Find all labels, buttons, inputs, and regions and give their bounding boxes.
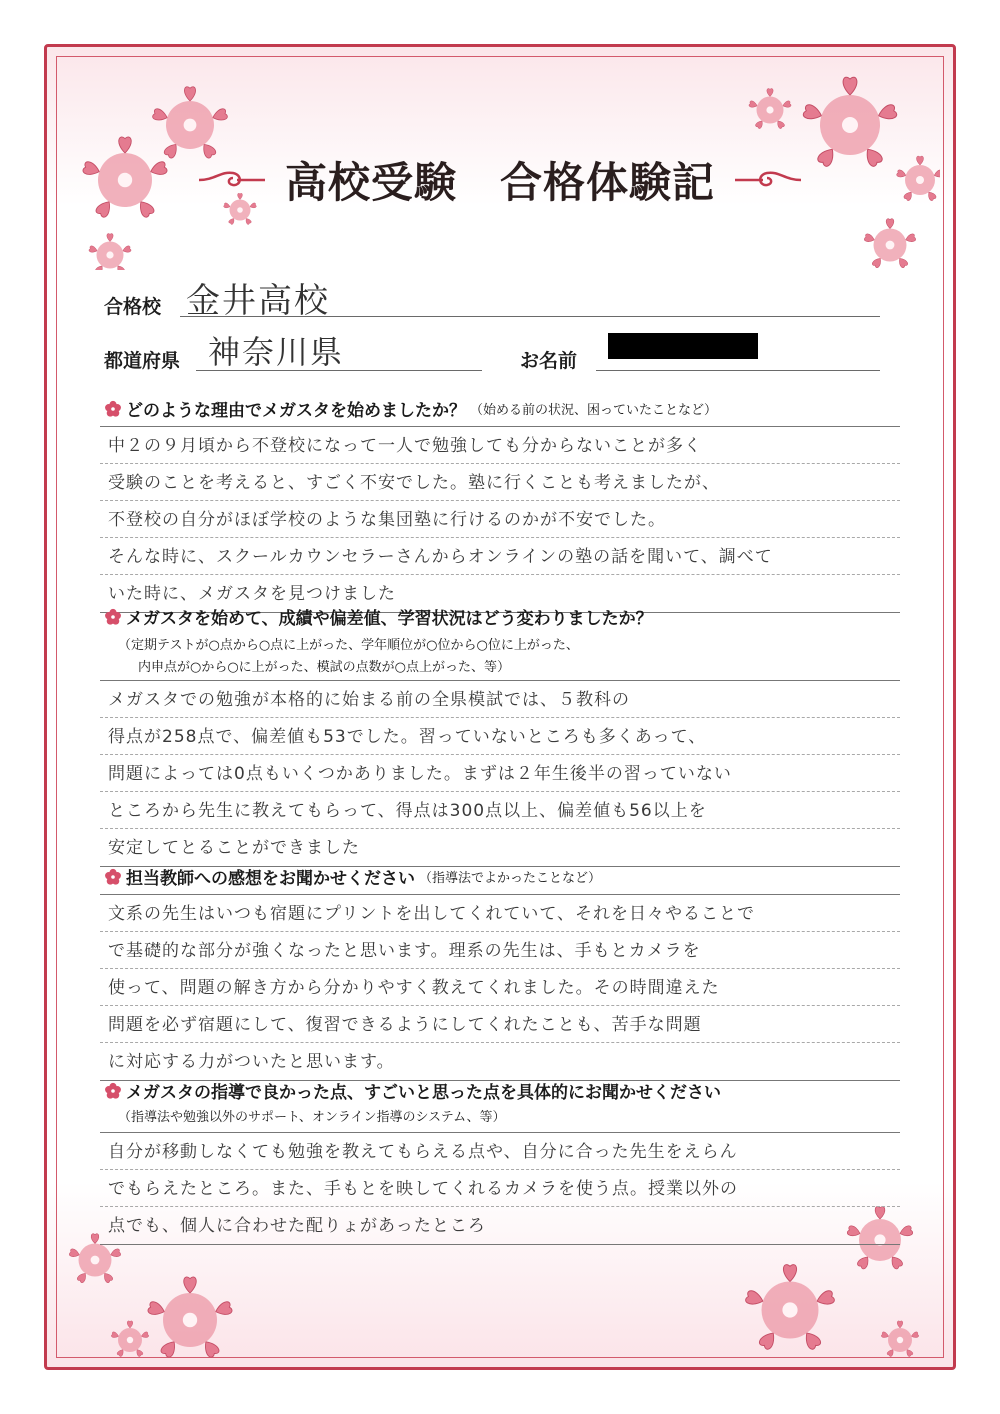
- answer-line: 文系の先生はいつも宿題にプリントを出してくれていて、それを日々やることで: [100, 895, 900, 932]
- school-label: 合格校: [104, 296, 162, 318]
- ornament-right-icon: [733, 168, 803, 192]
- answer-4: [100, 1132, 900, 1245]
- sakura-bullet-icon: [104, 1082, 122, 1100]
- answer-1: [100, 426, 900, 613]
- answer-line: 中２の９月頃から不登校になって一人で勉強しても分からないことが多く: [100, 427, 900, 464]
- school-underline: [180, 316, 880, 317]
- answer-3: [100, 894, 900, 1081]
- answer-line: 問題によっては0点もいくつかありました。まずは２年生後半の習っていない: [100, 755, 900, 792]
- sakura-bullet-icon: [104, 400, 122, 418]
- title-row: [180, 150, 820, 210]
- question-4-note: （指導法や勉強以外のサポート、オンライン指導のシステム、等）: [118, 1110, 506, 1125]
- question-2-note: （定期テストが○点から○点に上がった、学年順位が○位から○位に上がった、: [118, 638, 579, 653]
- answer-line: でもらえたところ。また、手もとを映してくれるカメラを使う点。授業以外の: [100, 1170, 900, 1207]
- school-value: 金井高校: [186, 281, 330, 321]
- question-3-note: （指導法でよかったことなど）: [419, 871, 602, 886]
- answer-line: メガスタでの勉強が本格的に始まる前の全県模試では、５教科の: [100, 681, 900, 718]
- page-title: 高校受験 合格体験記: [284, 158, 715, 207]
- answer-line: ところから先生に教えてもらって、得点は300点以上、偏差値も56以上を: [100, 792, 900, 829]
- answer-line: 不登校の自分がほぼ学校のような集団塾に行けるのかが不安でした。: [100, 501, 900, 538]
- answer-line: 自分が移動しなくても勉強を教えてもらえる点や、自分に合った先生をえらん: [100, 1133, 900, 1170]
- answer-line: に対応する力がついたと思います。: [108, 1052, 395, 1072]
- sakura-bullet-icon: [104, 608, 122, 626]
- answer-line: 安定してとることができました: [108, 838, 360, 858]
- answer-line: 点でも、個人に合わせた配りょがあったところ: [108, 1216, 486, 1236]
- question-3: [104, 864, 601, 889]
- answer-line: そんな時に、スクールカウンセラーさんからオンラインの塾の話を聞いて、調べて: [100, 538, 900, 575]
- prefecture-value: 神奈川県: [208, 333, 345, 371]
- question-1-note: （始める前の状況、困っていたことなど）: [470, 403, 718, 418]
- sakura-bullet-icon: [104, 868, 122, 886]
- question-1: [104, 396, 717, 421]
- question-2-note: 内申点が○から○に上がった、模試の点数が○点上がった、等）: [138, 660, 511, 675]
- answer-line: 使って、問題の解き方から分かりやすく教えてくれました。その時間違えた: [100, 969, 900, 1006]
- question-2: [104, 604, 653, 629]
- answer-line: 受験のことを考えると、すごく不安でした。塾に行くことも考えましたが、: [100, 464, 900, 501]
- answer-line: 問題を必ず宿題にして、復習できるようにしてくれたことも、苦手な問題: [100, 1006, 900, 1043]
- question-4-text: メガスタの指導で良かった点、すごいと思った点を具体的にお聞かせください: [126, 1083, 721, 1103]
- ornament-left-icon: [197, 168, 267, 192]
- prefecture-label: 都道府県: [104, 350, 181, 372]
- name-label: お名前: [520, 350, 578, 372]
- answer-line: 得点が258点で、偏差値も53でした。習っていないところも多くあって、: [100, 718, 900, 755]
- question-4: [104, 1078, 721, 1103]
- question-1-text: どのような理由でメガスタを始めましたか？: [126, 401, 466, 421]
- redacted-name: [608, 333, 758, 359]
- answer-line: いた時に、メガスタを見つけました: [108, 584, 396, 604]
- prefecture-underline: [196, 370, 482, 371]
- answer-line: で基礎的な部分が強くなったと思います。理系の先生は、手もとカメラを: [100, 932, 900, 969]
- answer-2: [100, 680, 900, 867]
- name-underline: [596, 370, 880, 371]
- question-2-text: メガスタを始めて、成績や偏差値、学習状況はどう変わりましたか？: [126, 609, 653, 629]
- question-3-text: 担当教師への感想をお聞かせください: [126, 869, 415, 889]
